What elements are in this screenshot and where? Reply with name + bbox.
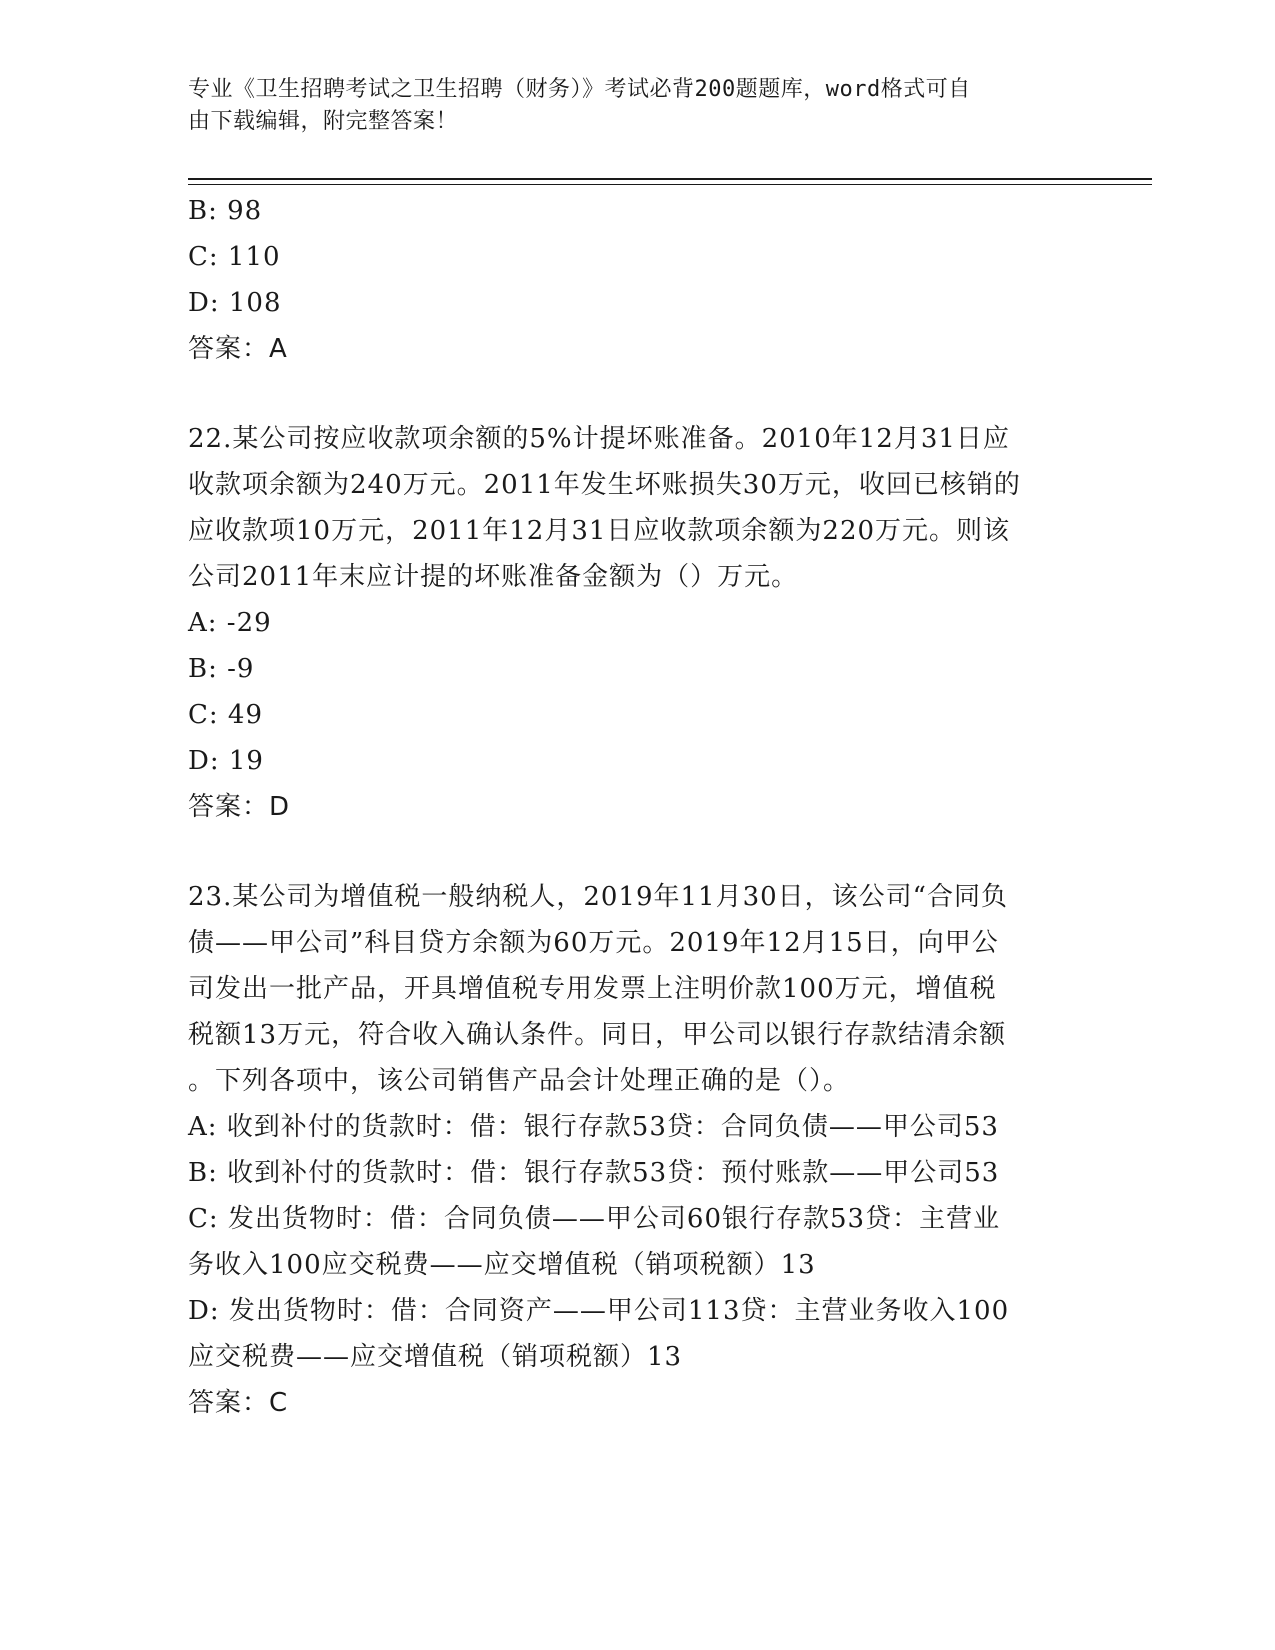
question-stem-line: 22.某公司按应收款项余额的5%计提坏账准备。2010年12月31日应	[188, 424, 1010, 454]
question-stem	[188, 416, 1088, 600]
question-22	[188, 416, 1088, 830]
question-stem-line: 债——甲公司”科目贷方余额为60万元。2019年12月15日，向甲公	[188, 928, 999, 958]
answer-label: 答案：A	[188, 334, 288, 364]
spacer	[188, 372, 1088, 416]
option-a: A: 收到补付的货款时：借：银行存款53贷：合同负债——甲公司53	[188, 1112, 999, 1142]
document-header	[188, 74, 1068, 138]
option-b: B: -9	[188, 654, 255, 684]
option-c: C: 发出货物时：借：合同负债——甲公司60银行存款53贷：主营业	[188, 1204, 1001, 1234]
header-title-line-2: 由下载编辑，附完整答案！	[188, 109, 459, 134]
option-c: C: 110	[188, 242, 281, 272]
header-divider-thin	[188, 184, 1152, 185]
spacer	[188, 830, 1088, 874]
option-c-continued: 务收入100应交税费——应交增值税（销项税额）13	[188, 1250, 816, 1280]
answer-label: 答案：D	[188, 792, 291, 822]
option-d: D: 108	[188, 288, 282, 318]
answer-label: 答案：C	[188, 1388, 289, 1418]
question-stem-line: 公司2011年末应计提的坏账准备金额为（）万元。	[188, 562, 799, 592]
option-a: A: -29	[188, 608, 272, 638]
question-stem-line: 。下列各项中，该公司销售产品会计处理正确的是（）。	[188, 1066, 851, 1096]
question-stem-line: 收款项余额为240万元。2011年发生坏账损失30万元，收回已核销的	[188, 470, 1021, 500]
document-body	[188, 188, 1088, 1426]
question-stem-line: 司发出一批产品，开具增值税专用发票上注明价款100万元，增值税	[188, 974, 997, 1004]
option-d: D: 19	[188, 746, 264, 776]
option-b: B: 98	[188, 196, 263, 226]
question-stem-line: 税额13万元，符合收入确认条件。同日，甲公司以银行存款结清余额	[188, 1020, 1007, 1050]
option-c: C: 49	[188, 700, 264, 730]
header-title-line-1: 专业《卫生招聘考试之卫生招聘（财务）》考试必背200题题库，word格式可自	[188, 77, 971, 102]
option-d-continued: 应交税费——应交增值税（销项税额）13	[188, 1342, 683, 1372]
question-23	[188, 874, 1088, 1426]
header-divider-thick	[188, 178, 1152, 180]
option-d: D: 发出货物时：借：合同资产——甲公司113贷：主营业务收入100	[188, 1296, 1010, 1326]
question-21-continued	[188, 188, 1088, 372]
question-stem	[188, 874, 1088, 1104]
question-stem-line: 应收款项10万元，2011年12月31日应收款项余额为220万元。则该	[188, 516, 1011, 546]
option-b: B: 收到补付的货款时：借：银行存款53贷：预付账款——甲公司53	[188, 1158, 1000, 1188]
question-stem-line: 23.某公司为增值税一般纳税人，2019年11月30日，该公司“合同负	[188, 882, 1008, 912]
